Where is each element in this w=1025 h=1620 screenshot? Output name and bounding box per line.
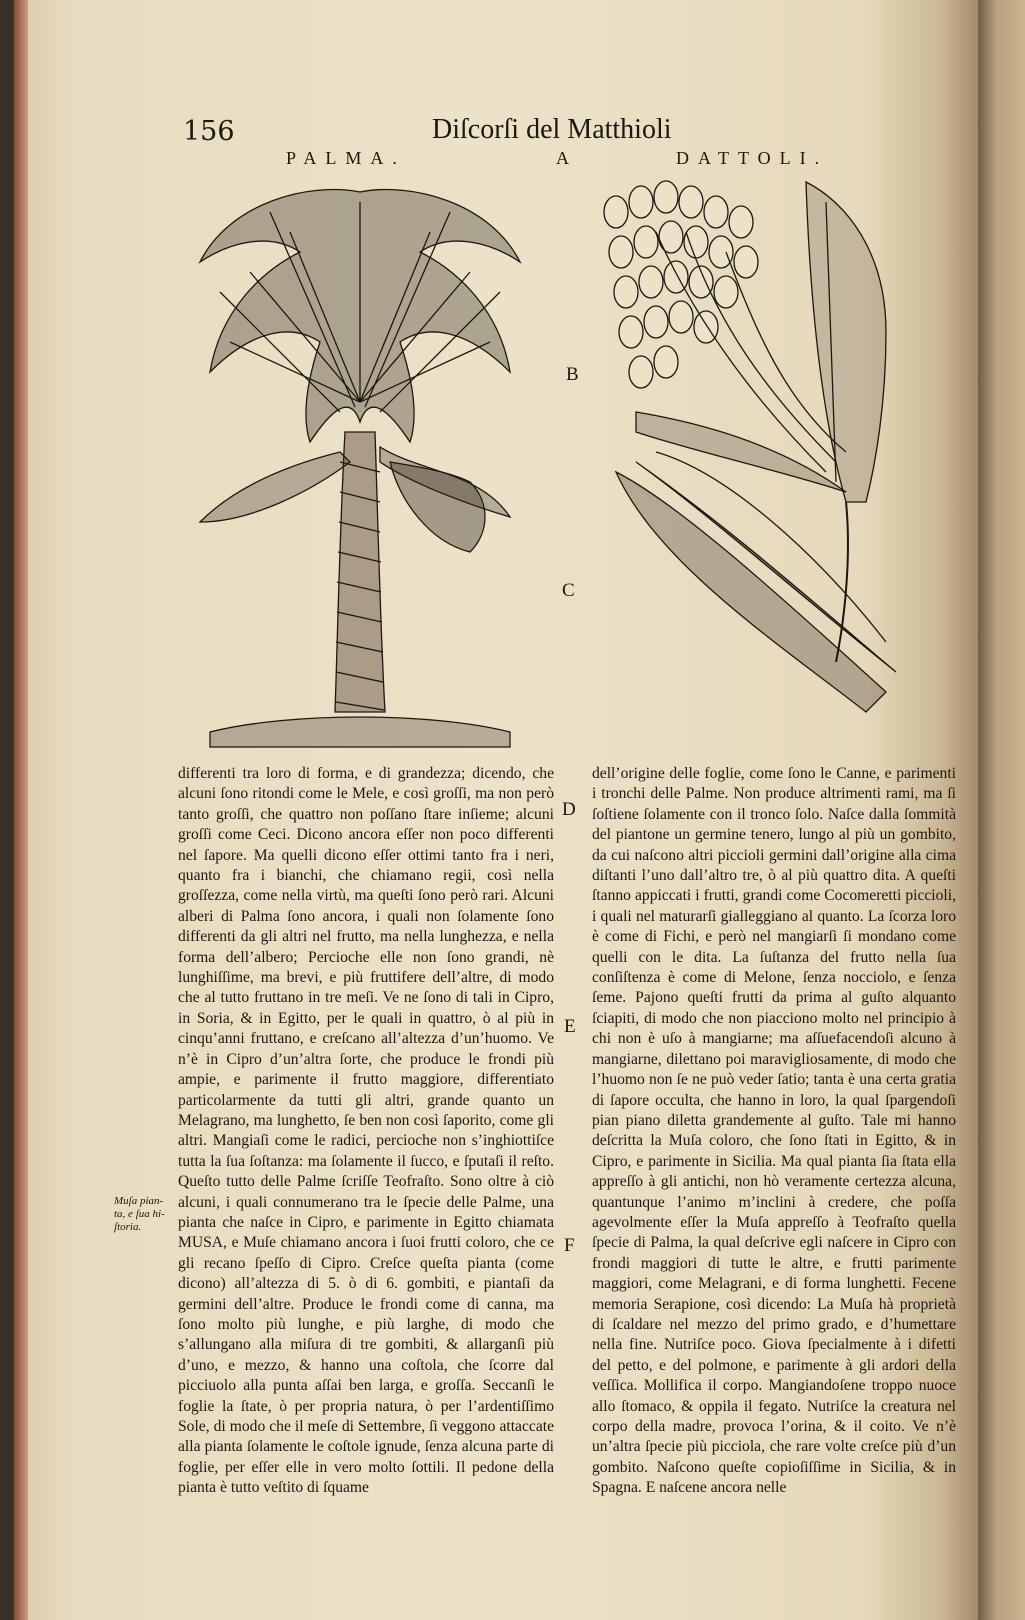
dates-illustration bbox=[596, 172, 926, 732]
margin-note: Muſa pian-ta, e ſua hi-ſtoria. bbox=[114, 1195, 165, 1233]
palm-tree-illustration bbox=[190, 172, 530, 760]
running-title: Diſcorſi del Matthioli bbox=[432, 114, 672, 145]
section-letter-e: E bbox=[564, 1016, 576, 1037]
page-edge bbox=[14, 0, 28, 1620]
section-letter-a: A bbox=[556, 148, 569, 168]
right-text-column bbox=[592, 764, 956, 1497]
section-letter-b: B bbox=[566, 364, 579, 385]
section-letter-c: C bbox=[562, 580, 575, 601]
page-number: 156 bbox=[183, 116, 235, 147]
section-letter-f: F bbox=[564, 1235, 575, 1256]
left-text-column bbox=[178, 764, 554, 1497]
right-column-text: dell’origine delle foglie, come ſono le Canne, e parimenti i tronchi delle Palme. Non produce altrimenti rami, ma ſi ſoſtiene ſolamente con il tronco ſolo. Naſce dalla ſommità del piantone un germine tenero, lungo al più un gombito, da cui naſcono altri piccioli germini dall’origine alla cima diſtanti l’uno dall’altro tre, ò al più quattro dita. A queſti ſtanno appiccati i frutti, grandi come Cocomeretti piccioli, i quali nel maturarſi gialleggiano al quanto. La ſcorza loro è come di Fichi, e però nel mangiarſi ſi mondano come quelli con le dita. La ſuſtanza del frutto nella ſua conſiſtenza è come di Melone, ſenza nocciolo, e ſenza ſeme. Pajono queſti frutti da prima al guſto alquanto ſciapiti, di modo che non piacciono molto nel principio à chi non è uſo à mangiarne; ma aſſuefacendoſi alcuno à mangiarne, dilettano poi maravigliosamente, di modo che l’huomo non ſe ne può veder ſatio; tanta è una certa gratia di ſapore occulta, che hanno in loro, la qual ſpargendoſi pian piano diletta grandemente al guſto. Tale mi hanno deſcritta la Muſa coloro, che ſono ſtati in Egitto, & in Cipro, e parimente in Sicilia. Ma qual pianta ſia ſtata ella appreſſo à gli antichi, non hò veramente certezza alcuna, quantunque l’animo m’inclini à credere, che poſſa agevolmente eſſer la Muſa appreſſo à Teofraſto quella ſpecie di Palma, la qual deſcrive egli naſcere in Cipro con frondi maggiori di tutte le altre, e frutti parimente maggiori, come Melagrani, e di forma lunghetti. Fecene memoria Serapione, così dicendo: La Muſa hà proprietà di ſcaldare nel mezzo del primo grado, e d’humettare nella fine. Nutriſce poco. Giova ſpecialmente à i difetti del petto, e del polmone, e parimente à gli ardori della veſſica. Mollifica il corpo. Mangiandoſene troppo nuoce allo ſtomaco, & oppila il fegato. Nutriſce la creatura nel corpo della madre, provoca l’orina, & il coito. Ve n’è un’altra ſpecie più picciola, che rare volte creſce più d’un gombito. Naſcono queſte copioſiſſime in Sicilia, & in Spagna. E naſcene ancora nelle bbox=[592, 765, 956, 1497]
caption-palma: PALMA. bbox=[286, 148, 406, 168]
section-letter-d: D bbox=[562, 799, 576, 820]
caption-dattoli: DATTOLI. bbox=[676, 148, 829, 168]
left-column-text: differenti tra loro di forma, e di grandezza; dicendo, che alcuni ſono ritondi come le Mele, e così groſſi, ma non però tanto groſſi, che quattro non poſſano ſtare inſieme; alcuni groſſi come Ceci. Dicono ancora eſſer non poco differenti nel ſapore. Ma quelli dicono eſſer ottimi tanto fra i neri, quanto fra i bianchi, che chiamano regii, così nella groſſezza, come nella virtù, ma queſti ſono però rari. Alcuni alberi di Palma ſono ancora, i quali non ſolamente ſono differenti da gli altri nel frutto, ma nella lunghezza, e nella forma dell’albero; Percioche elle non ſono grandi, nè lunghiſſime, ma brevi, e più fruttifere dell’altre, di modo che al tutto fruttano in tre meſi. Ve ne ſono di tali in Cipro, in Soria, & in Egitto, per le quali in quattro, ò al più in cinqu’anni fruttano, e creſcano all’altezza d’un’huomo. Ve n’è in Cipro d’un’altra ſorte, che produce le frondi più ampie, e parimente il frutto maggiore, differentiato particolarmente da tutti gli altri, grande quanto un Melagrano, ma lunghetto, ſe ben non così ſaporito, come gli altri. Mangiaſi come le radici, percioche non s’inghiottiſce tutta la ſua ſoſtanza: ma ſolamente il ſucco, e ſputaſi il reſto. Queſto tutto delle Palme ſcriſſe Teofraſto. Sono oltre à ciò alcuni, i quali connumerano tra le ſpecie delle Palme, una pianta che naſce in Cipro, e parimente in Egitto chiamata MUSA, e Muſe chiamano ancora i ſuoi frutti coloro, che ce gli recano ſpeſſo di Cipro. Creſce queſta pianta (come dicono) all’altezza di 5. ò di 6. gombiti, e piantaſi da germini dell’altre. Produce le frondi come di canna, ma ſono molto più lunghe, e più larghe, di modo che s’allungano alla miſura di tre gombiti, & allarganſi più d’uno, e mezzo, & hanno una coſtola, che ſcorre dal picciuolo alla punta aſſai ben larga, e groſſa. Seccanſi le foglie la ſtate, ò per propria natura, ò per l’ardentiſſimo Sole, di modo che il meſe di Settembre, ſi veggono attaccate alla pianta ſolamente le coſtole ignude, ſenza alcuna parte di foglie, per eſſer elle in vero molto ſottili. Il pedone della pianta è tutto veſtito di ſquame bbox=[178, 765, 554, 1497]
running-head bbox=[0, 112, 1025, 152]
next-page-edge bbox=[978, 0, 1025, 1620]
